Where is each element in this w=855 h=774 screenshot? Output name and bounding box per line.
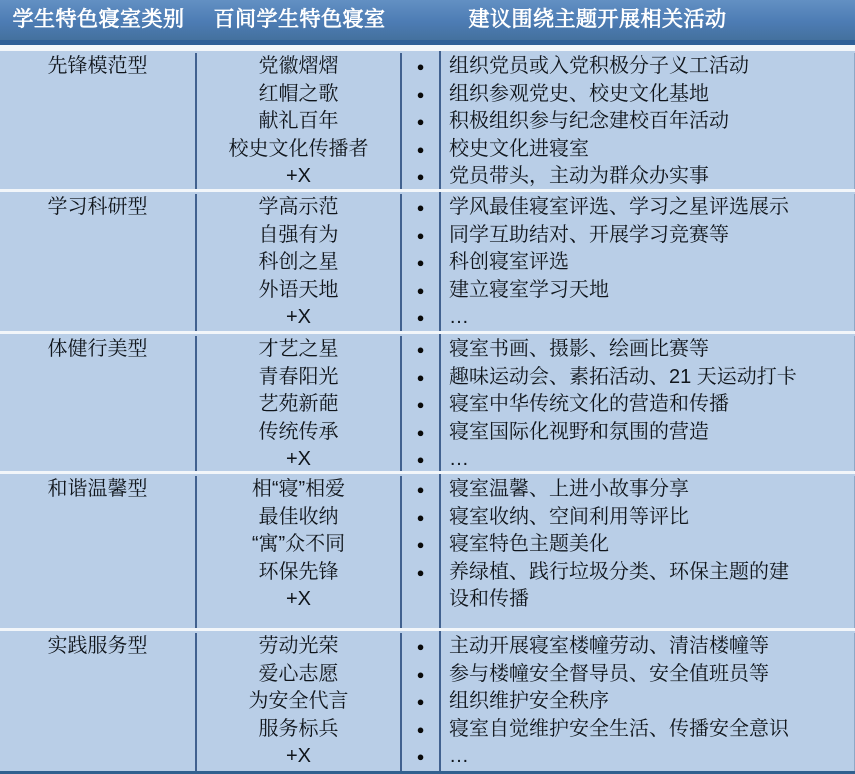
bullet-icon: ●: [416, 169, 425, 184]
bullet-icon: ●: [416, 721, 425, 737]
activity-text: 养绿植、践行垃圾分类、环保主题的建设和传播: [449, 560, 789, 610]
dorm-name: +X: [285, 448, 312, 470]
activity-text: 组织维护安全秩序: [449, 690, 609, 712]
bullet-icon: ●: [416, 639, 425, 654]
activity-row: [402, 419, 854, 447]
dorm-name: 为安全代言: [248, 690, 349, 712]
bullet-icon: ●: [416, 397, 425, 412]
dorm-name: 学高示范: [258, 196, 339, 218]
dorm-name: 最佳收纳: [258, 505, 339, 528]
bullet-icon: ●: [416, 227, 425, 243]
dorm-name: 红帽之歌: [258, 82, 339, 105]
dorm-name: 爱心志愿: [258, 662, 339, 685]
bullet-icon: ●: [416, 482, 425, 497]
category-cell: [0, 336, 197, 471]
activity-row: [402, 688, 854, 716]
activity-row: [402, 633, 854, 661]
activity-row: [402, 222, 854, 250]
activity-text: 科创寝室评选: [449, 251, 569, 273]
table-body: [0, 51, 855, 771]
bullet-divider-line: [439, 192, 441, 331]
activity-row: [402, 661, 854, 689]
table-row: [0, 334, 855, 471]
category-label: 先锋模范型: [47, 55, 148, 77]
bullet-icon: ●: [416, 694, 425, 709]
category-label: 和谐温馨型: [47, 478, 148, 500]
activity-cell: [402, 633, 855, 771]
dorm-name: 外语天地: [258, 278, 339, 301]
activity-row: [402, 504, 854, 532]
activity-row: [402, 249, 854, 277]
activity-text: 寝室中华传统文化的营造和传播: [449, 393, 729, 415]
activity-text: …: [449, 745, 469, 767]
bullet-icon: ●: [416, 749, 425, 764]
bullet-icon: ●: [416, 310, 425, 325]
dorm-name: 相“寝”相爱: [251, 478, 346, 500]
dorm-list: [197, 194, 402, 331]
bullet-icon: ●: [416, 114, 425, 129]
dorm-name: +X: [285, 165, 312, 187]
dorm-list: [197, 336, 402, 471]
activity-text: 组织参观党史、校史文化基地: [449, 82, 709, 105]
activity-text: …: [449, 306, 469, 328]
bullet-icon: ●: [416, 59, 425, 74]
activity-text: 同学互助结对、开展学习竞赛等: [449, 223, 729, 246]
dorm-name: +X: [285, 306, 312, 328]
category-label: 学习科研型: [47, 196, 148, 218]
bullet-icon: ●: [416, 452, 425, 467]
table-row: [0, 192, 855, 331]
category-label: 实践服务型: [47, 635, 148, 657]
activity-text: 寝室温馨、上进小故事分享: [449, 478, 689, 500]
activity-row: [402, 364, 854, 392]
bullet-icon: ●: [416, 342, 425, 357]
table-row: [0, 474, 855, 628]
activity-text: 寝室国际化视野和氛围的营造: [449, 420, 709, 443]
activity-text: 主动开展寝室楼幢劳动、清洁楼幢等: [449, 635, 769, 657]
activity-text: 寝室书画、摄影、绘画比赛等: [449, 338, 709, 360]
activity-text: …: [449, 448, 469, 470]
activity-text: 寝室收纳、空间利用等评比: [449, 505, 689, 528]
activity-row: [402, 446, 854, 474]
activity-text: 学风最佳寝室评选、学习之星评选展示: [449, 196, 789, 218]
dorm-name: 服务标兵: [258, 717, 339, 740]
activity-row: [402, 559, 854, 614]
dorm-name: 科创之星: [258, 251, 339, 273]
dorm-name: 艺苑新葩: [258, 393, 339, 415]
dorm-name: 校史文化传播者: [228, 137, 369, 160]
dorm-name: 青春阳光: [258, 365, 339, 388]
activity-text: 参与楼幢安全督导员、安全值班员等: [449, 662, 769, 685]
dorm-name: 自强有为: [258, 223, 339, 246]
activity-row: [402, 391, 854, 419]
activity-row: [402, 194, 854, 222]
dorm-name: “寓”众不同: [251, 533, 346, 555]
bullet-icon: ●: [416, 564, 425, 580]
bullet-icon: ●: [416, 255, 425, 270]
table-row: [0, 631, 855, 771]
dorm-name: 才艺之星: [258, 338, 339, 360]
activity-cell: [402, 194, 855, 331]
activity-row: [402, 277, 854, 305]
activity-row: [402, 53, 854, 81]
activity-cell: [402, 336, 855, 471]
table-row: [0, 51, 855, 189]
dorm-name: 环保先锋: [258, 560, 339, 583]
dorm-name: 党徽熠熠: [258, 55, 339, 77]
activity-text: 寝室自觉维护安全生活、传播安全意识: [449, 717, 789, 740]
activity-cell: [402, 476, 855, 628]
bullet-icon: ●: [416, 424, 425, 440]
category-cell: [0, 633, 197, 771]
dorm-list: [197, 53, 402, 189]
activity-text: 建立寝室学习天地: [449, 278, 609, 301]
bullet-icon: ●: [416, 86, 425, 102]
dorm-name: +X: [285, 745, 312, 767]
table-header-row: [0, 0, 855, 45]
bullet-divider-line: [439, 334, 441, 471]
header-dorms: 百间学生特色寝室: [213, 8, 386, 31]
category-label: 体健行美型: [47, 338, 148, 360]
header-category: 学生特色寝室类别: [12, 8, 185, 31]
activity-row: [402, 304, 854, 332]
bullet-icon: ●: [416, 537, 425, 552]
activity-row: [402, 336, 854, 364]
header-activities: 建议围绕主题开展相关活动: [468, 8, 727, 31]
bullet-divider-line: [439, 51, 441, 189]
activity-text: 寝室特色主题美化: [449, 533, 609, 555]
dorm-list: [197, 476, 402, 628]
bullet-icon: ●: [416, 666, 425, 682]
category-cell: [0, 476, 197, 628]
bullet-icon: ●: [416, 200, 425, 215]
bullet-icon: ●: [416, 509, 425, 525]
activity-text: 组织党员或入党积极分子义工活动: [449, 55, 749, 77]
activity-text: 积极组织参与纪念建校百年活动: [449, 110, 729, 132]
activity-row: [402, 743, 854, 771]
dorm-list: [197, 633, 402, 771]
activity-row: [402, 136, 854, 164]
category-cell: [0, 53, 197, 189]
bullet-divider-line: [439, 631, 441, 771]
activity-cell: [402, 53, 855, 189]
activity-row: [402, 716, 854, 744]
category-cell: [0, 194, 197, 331]
bullet-divider-line: [439, 474, 441, 628]
activity-row: [402, 108, 854, 136]
dorm-name: 传统传承: [258, 420, 339, 443]
activity-text: 党员带头，主动为群众办实事: [449, 165, 709, 187]
activity-text: 校史文化进寝室: [449, 137, 589, 160]
bullet-icon: ●: [416, 369, 425, 385]
activity-row: [402, 81, 854, 109]
activity-text: 趣味运动会、素拓活动、21 天运动打卡: [449, 365, 797, 388]
bullet-icon: ●: [416, 141, 425, 157]
activity-row: [402, 476, 854, 504]
dorm-name: 献礼百年: [258, 110, 339, 132]
dorm-name: 劳动光荣: [258, 635, 339, 657]
bullet-icon: ●: [416, 282, 425, 298]
activity-row: [402, 531, 854, 559]
activity-row: [402, 163, 854, 191]
dorm-name: +X: [285, 588, 312, 610]
